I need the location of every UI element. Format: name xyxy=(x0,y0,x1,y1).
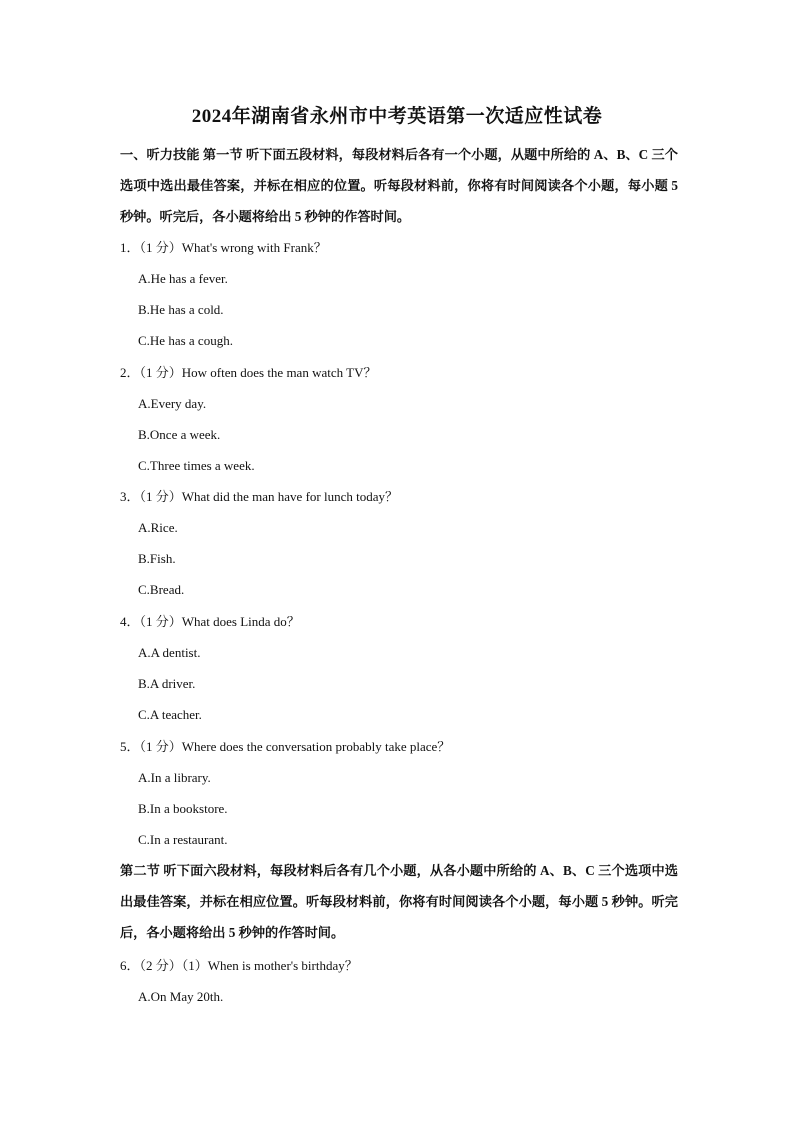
question-2: 2．（1 分）How often does the man watch TV？ xyxy=(120,365,377,380)
question-2-option-b: B.Once a week. xyxy=(138,427,221,442)
question-6-option-a: A.On May 20th. xyxy=(138,989,224,1004)
section-1-instructions: 一、听力技能 第一节 听下面五段材料，每段材料后各有一个小题，从题中所给的 A、B、C 三个选项中选出最佳答案，并标在相应的位置。听每段材料前，你将有时间阅读各个小题，每小题 5 秒钟。听完后，各小题将给出 5 秒钟的作答时间。 xyxy=(120,147,678,225)
question-4: 4．（1 分）What does Linda do？ xyxy=(120,614,300,629)
question-1-option-b: B.He has a cold. xyxy=(138,302,224,317)
question-1-option-a: A.He has a fever. xyxy=(138,271,228,286)
question-5-option-c: C.In a restaurant. xyxy=(138,832,228,847)
question-1-option-c: C.He has a cough. xyxy=(138,333,233,348)
section-2-instructions: 第二节 听下面六段材料，每段材料后各有几个小题，从各小题中所给的 A、B、C 三个选项中选出最佳答案，并标在相应位置。听每段材料前，你将有时间阅读各个小题，每小题 5 秒钟。听完后，各小题将给出 5 秒钟的作答时间。 xyxy=(120,863,678,941)
question-3-option-b: B.Fish. xyxy=(138,551,176,566)
question-6: 6．（2 分）（1）When is mother's birthday？ xyxy=(120,958,358,973)
question-3-option-a: A.Rice. xyxy=(138,520,178,535)
question-5: 5．（1 分）Where does the conversation probably take place？ xyxy=(120,739,451,754)
question-1: 1．（1 分）What's wrong with Frank？ xyxy=(120,240,327,255)
question-5-option-b: B.In a bookstore. xyxy=(138,801,228,816)
page-title: 2024年湖南省永州市中考英语第一次适应性试卷 xyxy=(191,106,603,127)
question-2-option-a: A.Every day. xyxy=(138,396,207,411)
question-3: 3．（1 分）What did the man have for lunch today？ xyxy=(120,489,398,504)
question-3-option-c: C.Bread. xyxy=(138,582,185,597)
question-2-option-c: C.Three times a week. xyxy=(138,458,255,473)
question-4-option-a: A.A dentist. xyxy=(138,645,201,660)
question-5-option-a: A.In a library. xyxy=(138,770,211,785)
question-4-option-c: C.A teacher. xyxy=(138,707,202,722)
question-4-option-b: B.A driver. xyxy=(138,676,196,691)
